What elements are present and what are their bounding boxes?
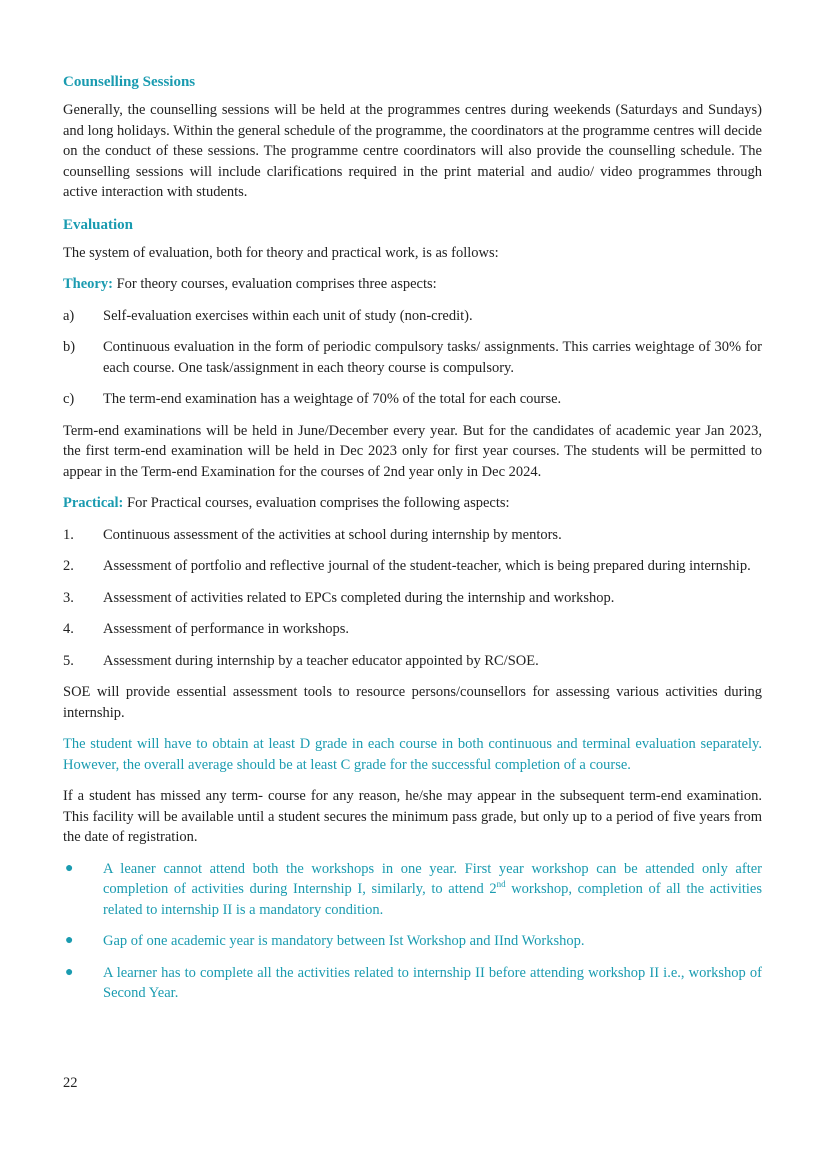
bullet-text: Gap of one academic year is mandatory between Ist Workshop and IInd Workshop. [103, 933, 585, 949]
theory-text: For theory courses, evaluation comprises three aspects: [112, 276, 437, 292]
bullet-icon: ● [65, 964, 74, 980]
practical-label: Practical: [63, 495, 124, 511]
page-number: 22 [63, 1075, 78, 1091]
list-marker: 5. [63, 652, 74, 669]
soe-paragraph: SOE will provide essential assessment tools to resource persons/counsellors for assessing various activities during internship. [63, 684, 762, 721]
bullet-text: A leaner cannot attend both the workshops in one year. First year workshop can be attended only after completion of activities during Internship I, similarly, to attend 2nd workshop, completion of all the activities related to internship II is a mandatory condition. [103, 860, 763, 918]
list-item-text: Assessment of portfolio and reflective journal of the student-teacher, which is being prepared during internship. [103, 558, 751, 574]
list-item-text: Self-evaluation exercises within each unit of study (non-credit). [103, 307, 473, 324]
bullet-item [63, 963, 762, 1004]
practical-paragraph [63, 493, 762, 514]
practical-item [63, 651, 762, 672]
list-marker: 2. [63, 558, 74, 574]
grade-paragraph: The student will have to obtain at least D grade in each course in both continuous and terminal evaluation separately. However, the overall average should be at least C grade for the successful completion of a course. [63, 736, 762, 773]
theory-item [63, 337, 762, 378]
missed-term-paragraph: If a student has missed any term- course for any reason, he/she may appear in the subsequent term-end examination. This facility will be available until a student secures the minimum pass grade, but only up to a period of five years from the date of registration. [63, 788, 762, 845]
bullet-item [63, 859, 762, 921]
superscript-nd: nd [496, 879, 506, 890]
list-marker: 4. [63, 621, 74, 637]
list-item-text: Assessment of activities related to EPCs completed during the internship and workshop. [103, 589, 615, 606]
bullet-icon: ● [65, 933, 74, 948]
list-item-text: Assessment during internship by a teacher educator appointed by RC/SOE. [103, 652, 539, 669]
term-end-paragraph: Term-end examinations will be held in June/December every year. But for the candidates of academic year Jan 2023, the first term-end examination will be held in Dec 2023 only for first year courses. The students will be permitted to appear in the Term-end Examination for the courses of 2nd year only in Dec 2024. [63, 422, 762, 480]
list-item-text: Continuous evaluation in the form of periodic compulsory tasks/ assignments. This carries weightage of 30% for each course. One task/assignment in each theory course is compulsory. [103, 339, 762, 376]
bullet-text: A learner has to complete all the activities related to internship II before attending workshop II i.e., workshop of Second Year. [103, 964, 762, 1001]
practical-item [63, 556, 762, 577]
list-marker: a) [63, 307, 75, 324]
practical-item [63, 525, 762, 546]
counselling-heading: Counselling Sessions [63, 74, 196, 90]
list-marker: 3. [63, 589, 74, 606]
list-marker: 1. [63, 526, 74, 543]
practical-item [63, 619, 762, 640]
bullet-item [63, 931, 762, 952]
counselling-paragraph: Generally, the counselling sessions will be held at the programmes centres during weekends (Saturdays and Sundays) and long holidays. Within the general schedule of the programme, the coordinators at the programme centres will decide on the conduct of these sessions. The programme centre coordinators will also provide the counselling schedule. The counselling sessions will include clarifications required in the print material and audio/ video programmes through active interaction with students. [63, 102, 762, 200]
practical-item [63, 588, 762, 609]
list-item-text: The term-end examination has a weightage of 70% of the total for each course. [103, 391, 562, 407]
list-item-text: Assessment of performance in workshops. [103, 621, 350, 637]
theory-label: Theory: [63, 276, 113, 292]
bullet-icon: ● [65, 860, 74, 876]
list-item-text: Continuous assessment of the activities at school during internship by mentors. [103, 526, 562, 543]
theory-item [63, 389, 762, 410]
theory-item [63, 306, 762, 327]
list-marker: c) [63, 391, 75, 407]
theory-paragraph [63, 274, 762, 295]
evaluation-heading: Evaluation [63, 216, 134, 233]
evaluation-intro: The system of evaluation, both for theory and practical work, is as follows: [63, 244, 499, 261]
document-page [63, 60, 762, 1015]
practical-text: For Practical courses, evaluation comprises the following aspects: [123, 495, 510, 511]
list-marker: b) [63, 339, 76, 355]
